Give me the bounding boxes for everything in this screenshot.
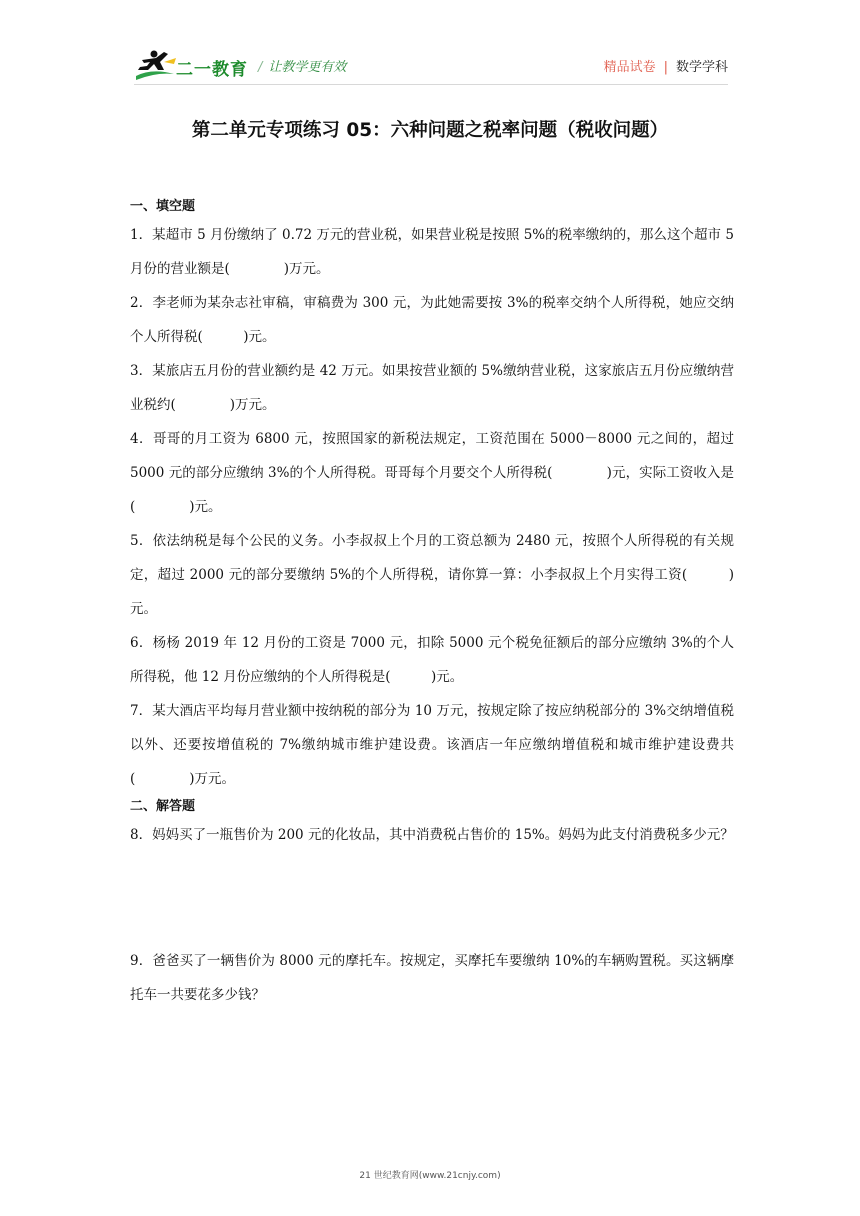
logo-text: 二一教育 <box>176 60 248 80</box>
runner-logo-icon <box>134 48 178 82</box>
question-8: 8．妈妈买了一瓶售价为 200 元的化妆品，其中消费税占售价的 15%。妈妈为此支付消费税多少元？ <box>130 827 734 843</box>
section-heading-fill-blank: 一、填空题 <box>130 199 196 214</box>
page-title: 第二单元专项练习 05：六种问题之税率问题（税收问题） <box>191 120 669 141</box>
question-9: 9．爸爸买了一辆售价为 8000 元的摩托车。按规定，买摩托车要缴纳 10%的车辆购置税。买这辆摩托车一共要花多少钱？ <box>130 953 734 1003</box>
question-2: 2．李老师为某杂志社审稿，审稿费为 300 元，为此她需要按 3%的税率交纳个人所得税，她应交纳个人所得税( )元。 <box>130 295 734 345</box>
subject-label: 数学学科 <box>675 60 728 75</box>
question-4: 4．哥哥的月工资为 6800 元，按照国家的新税法规定，工资范围在 5000－8000 元之间的，超过 5000 元的部分应缴纳 3%的个人所得税。哥哥每个月要交个人所得税( )元，实际工资收入是( )元。 <box>130 431 734 515</box>
answer-space-8 <box>130 852 734 944</box>
page-footer: 21 世纪教育网(www.21cnjy.com) <box>359 1171 501 1181</box>
header-divider <box>134 84 728 85</box>
quality-label: 精品试卷 <box>603 60 656 75</box>
section-heading-answer: 二、解答题 <box>130 799 196 814</box>
question-5: 5．依法纳税是每个公民的义务。小李叔叔上个月的工资总额为 2480 元，按照个人所得税的有关规定，超过 2000 元的部分要缴纳 5%的个人所得税，请你算一算：小李叔叔上个月实得工资( )元。 <box>130 533 734 617</box>
slogan <box>258 56 346 75</box>
header-badge <box>604 56 728 75</box>
header-separator: | <box>663 60 668 75</box>
question-7: 7．某大酒店平均每月营业额中按纳税的部分为 10 万元，按规定除了按应纳税部分的 3%交纳增值税以外、还要按增值税的 7%缴纳城市维护建设费。该酒店一年应缴纳增值税和城市维护建设费共( )万元。 <box>130 703 734 787</box>
slogan-slash: / <box>258 60 263 75</box>
page-header <box>134 48 728 84</box>
question-6: 6．杨杨 2019 年 12 月份的工资是 7000 元，扣除 5000 元个税免征额后的部分应缴纳 3%的个人所得税，他 12 月份应缴纳的个人所得税是( )元。 <box>130 635 734 685</box>
logo <box>134 48 254 82</box>
question-1: 1．某超市 5 月份缴纳了 0.72 万元的营业税，如果营业税是按照 5%的税率缴纳的，那么这个超市 5 月份的营业额是( )万元。 <box>130 227 734 277</box>
question-3: 3．某旅店五月份的营业额约是 42 万元。如果按营业额的 5%缴纳营业税，这家旅店五月份应缴纳营业税约( )万元。 <box>130 363 734 413</box>
worksheet-content <box>130 196 734 1012</box>
slogan-text: 让教学更有效 <box>268 60 347 75</box>
